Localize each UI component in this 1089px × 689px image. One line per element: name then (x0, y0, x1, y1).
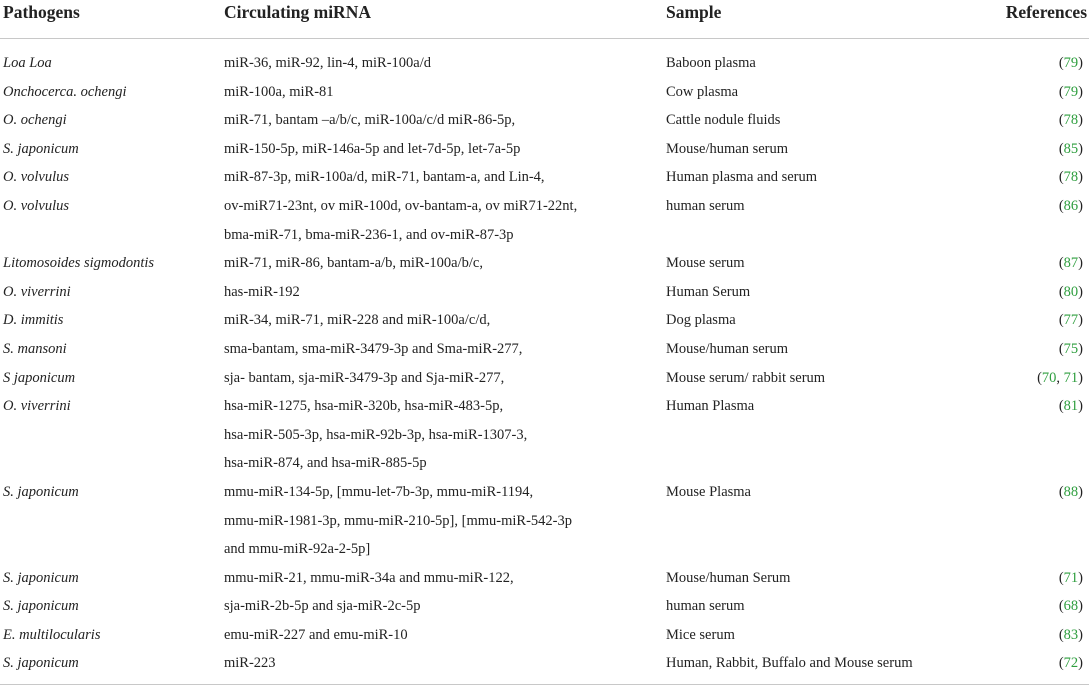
reference-link[interactable]: 87 (1063, 255, 1079, 272)
table-row (0, 621, 1089, 650)
mirna-cell (221, 135, 663, 164)
pathogen-cell: S. japonicum (3, 483, 79, 500)
mirna-cell (221, 564, 663, 593)
mirna-line: mmu-miR-134-5p, [mmu-let-7b-3p, mmu-miR-1194, (224, 483, 534, 500)
pathogen-cell: O. volvulus (3, 169, 70, 186)
sample-cell: Mouse/human serum (666, 340, 789, 357)
reference-cell: (70, 71) (1037, 369, 1083, 386)
mirna-cell (221, 163, 663, 192)
table-row (0, 649, 1089, 678)
mirna-line: emu-miR-227 and emu-miR-10 (224, 626, 408, 643)
reference-cell: (83) (1058, 626, 1083, 643)
mirna-cell (221, 278, 663, 307)
reference-link[interactable]: 70 (1041, 369, 1057, 386)
sample-cell: human serum (666, 197, 745, 214)
sample-cell: Mouse Plasma (666, 483, 751, 500)
reference-link[interactable]: 72 (1063, 655, 1079, 672)
reference-link[interactable]: 79 (1063, 83, 1079, 100)
mirna-line: sma-bantam, sma-miR-3479-3p and Sma-miR-277, (224, 340, 523, 357)
reference-link[interactable]: 80 (1063, 283, 1079, 300)
reference-cell: (68) (1058, 598, 1083, 615)
sample-cell: Mouse/human Serum (666, 569, 791, 586)
mirna-line: miR-87-3p, miR-100a/d, miR-71, bantam-a, and Lin-4, (224, 169, 545, 186)
reference-cell: (71) (1058, 569, 1083, 586)
reference-cell: (80) (1058, 283, 1083, 300)
mirna-cell (221, 106, 663, 135)
pathogen-cell: S japonicum (3, 369, 76, 386)
table-row (0, 564, 1089, 593)
table-header (0, 0, 1089, 39)
table-row (0, 306, 1089, 335)
reference-cell: (87) (1058, 255, 1083, 272)
mirna-line: hsa-miR-874, and hsa-miR-885-5p (224, 455, 427, 472)
sample-cell: Cattle nodule fluids (666, 112, 781, 129)
mirna-line: miR-150-5p, miR-146a-5p and let-7d-5p, let-7a-5p (224, 140, 521, 157)
table-row (0, 278, 1089, 307)
mirna-line: mmu-miR-1981-3p, mmu-miR-210-5p], [mmu-miR-542-3p (224, 512, 572, 529)
pathogen-cell: S. japonicum (3, 598, 79, 615)
reference-cell: (86) (1058, 197, 1083, 214)
pathogen-cell: Litomosoides sigmodontis (3, 255, 155, 272)
mirna-cell (221, 649, 663, 678)
pathogen-cell: S. japonicum (3, 140, 79, 157)
table-row (0, 392, 1089, 478)
table-row (0, 335, 1089, 364)
pathogen-cell: Onchocerca. ochengi (3, 83, 127, 100)
mirna-line: bma-miR-71, bma-miR-236-1, and ov-miR-87-3p (224, 226, 514, 243)
mirna-line: mmu-miR-21, mmu-miR-34a and mmu-miR-122, (224, 569, 514, 586)
sample-cell: Cow plasma (666, 83, 739, 100)
pathogen-cell: S. japonicum (3, 569, 79, 586)
reference-cell: (75) (1058, 340, 1083, 357)
mirna-cell (221, 306, 663, 335)
table-body (0, 39, 1089, 679)
table-row (0, 163, 1089, 192)
reference-link[interactable]: 75 (1063, 340, 1079, 357)
mirna-cell (221, 78, 663, 107)
reference-link[interactable]: 68 (1063, 598, 1079, 615)
reference-cell: (79) (1058, 83, 1083, 100)
header-sample: Sample (663, 0, 993, 39)
reference-cell: (77) (1058, 312, 1083, 329)
sample-cell: Dog plasma (666, 312, 736, 329)
mirna-line: miR-100a, miR-81 (224, 83, 334, 100)
reference-link[interactable]: 78 (1063, 112, 1079, 129)
mirna-cell (221, 39, 663, 78)
pathogen-cell: E. multilocularis (3, 626, 101, 643)
reference-cell: (85) (1058, 140, 1083, 157)
mirna-line: sja- bantam, sja-miR-3479-3p and Sja-miR-277, (224, 369, 505, 386)
mirna-cell (221, 192, 663, 249)
mirna-cell (221, 478, 663, 564)
table-row (0, 478, 1089, 564)
mirna-line: sja-miR-2b-5p and sja-miR-2c-5p (224, 598, 421, 615)
reference-cell: (78) (1058, 112, 1083, 129)
reference-cell: (81) (1058, 398, 1083, 415)
mirna-cell (221, 592, 663, 621)
sample-cell: Mouse/human serum (666, 140, 789, 157)
mirna-line: miR-223 (224, 655, 276, 672)
sample-cell: human serum (666, 598, 745, 615)
reference-link[interactable]: 71 (1063, 369, 1079, 386)
reference-link[interactable]: 71 (1063, 569, 1079, 586)
sample-cell: Human Plasma (666, 398, 755, 415)
reference-link[interactable]: 88 (1063, 483, 1079, 500)
header-references: References (993, 0, 1089, 39)
reference-cell: (78) (1058, 169, 1083, 186)
reference-link[interactable]: 78 (1063, 169, 1079, 186)
mirna-line: miR-36, miR-92, lin-4, miR-100a/d (224, 55, 432, 71)
sample-cell: Baboon plasma (666, 55, 756, 71)
mirna-line: miR-71, miR-86, bantam-a/b, miR-100a/b/c, (224, 255, 483, 272)
sample-cell: Human Serum (666, 283, 751, 300)
reference-link[interactable]: 83 (1063, 626, 1079, 643)
sample-cell: Mouse serum/ rabbit serum (666, 369, 826, 386)
table-row (0, 39, 1089, 78)
header-circulating-mirna: Circulating miRNA (221, 0, 663, 39)
mirna-line: hsa-miR-505-3p, hsa-miR-92b-3p, hsa-miR-1307-3, (224, 426, 528, 443)
reference-link[interactable]: 77 (1063, 312, 1079, 329)
mirna-cell (221, 249, 663, 278)
pathogen-cell: Loa Loa (3, 55, 52, 71)
mirna-cell (221, 392, 663, 478)
table-row (0, 592, 1089, 621)
pathogen-cell: O. volvulus (3, 197, 70, 214)
reference-link[interactable]: 81 (1063, 398, 1079, 415)
pathogen-cell: O. viverrini (3, 398, 71, 415)
sample-cell: Human, Rabbit, Buffalo and Mouse serum (666, 655, 913, 672)
pathogen-cell: S. japonicum (3, 655, 79, 672)
mirna-line: has-miR-192 (224, 283, 300, 300)
table-row (0, 106, 1089, 135)
header-pathogens: Pathogens (0, 0, 221, 39)
mirna-line: and mmu-miR-92a-2-5p] (224, 541, 371, 558)
table-bottom-rule (0, 684, 1089, 685)
pathogen-cell: O. viverrini (3, 283, 71, 300)
mirna-line: miR-34, miR-71, miR-228 and miR-100a/c/d, (224, 312, 491, 329)
table-row (0, 249, 1089, 278)
reference-cell: (88) (1058, 483, 1083, 500)
pathogen-cell: O. ochengi (3, 112, 67, 129)
reference-link[interactable]: 79 (1063, 55, 1079, 71)
sample-cell: Mouse serum (666, 255, 745, 272)
sample-cell: Mice serum (666, 626, 735, 643)
header-row (0, 0, 1089, 39)
reference-cell: (79) (1058, 55, 1083, 71)
table-row (0, 78, 1089, 107)
reference-cell: (72) (1058, 655, 1083, 672)
mirna-cell (221, 621, 663, 650)
reference-link[interactable]: 86 (1063, 197, 1079, 214)
pathogen-cell: S. mansoni (3, 340, 67, 357)
mirna-line: hsa-miR-1275, hsa-miR-320b, hsa-miR-483-5p, (224, 398, 504, 415)
mirna-cell (221, 335, 663, 364)
sample-cell: Human plasma and serum (666, 169, 818, 186)
pathogen-cell: D. immitis (3, 312, 64, 329)
mirna-line: ov-miR71-23nt, ov miR-100d, ov-bantam-a, ov miR71-22nt, (224, 197, 578, 214)
mirna-line: miR-71, bantam –a/b/c, miR-100a/c/d miR-86-5p, (224, 112, 516, 129)
table-row (0, 192, 1089, 249)
table-row (0, 135, 1089, 164)
table-row (0, 364, 1089, 393)
reference-link[interactable]: 85 (1063, 140, 1079, 157)
mirna-cell (221, 364, 663, 393)
